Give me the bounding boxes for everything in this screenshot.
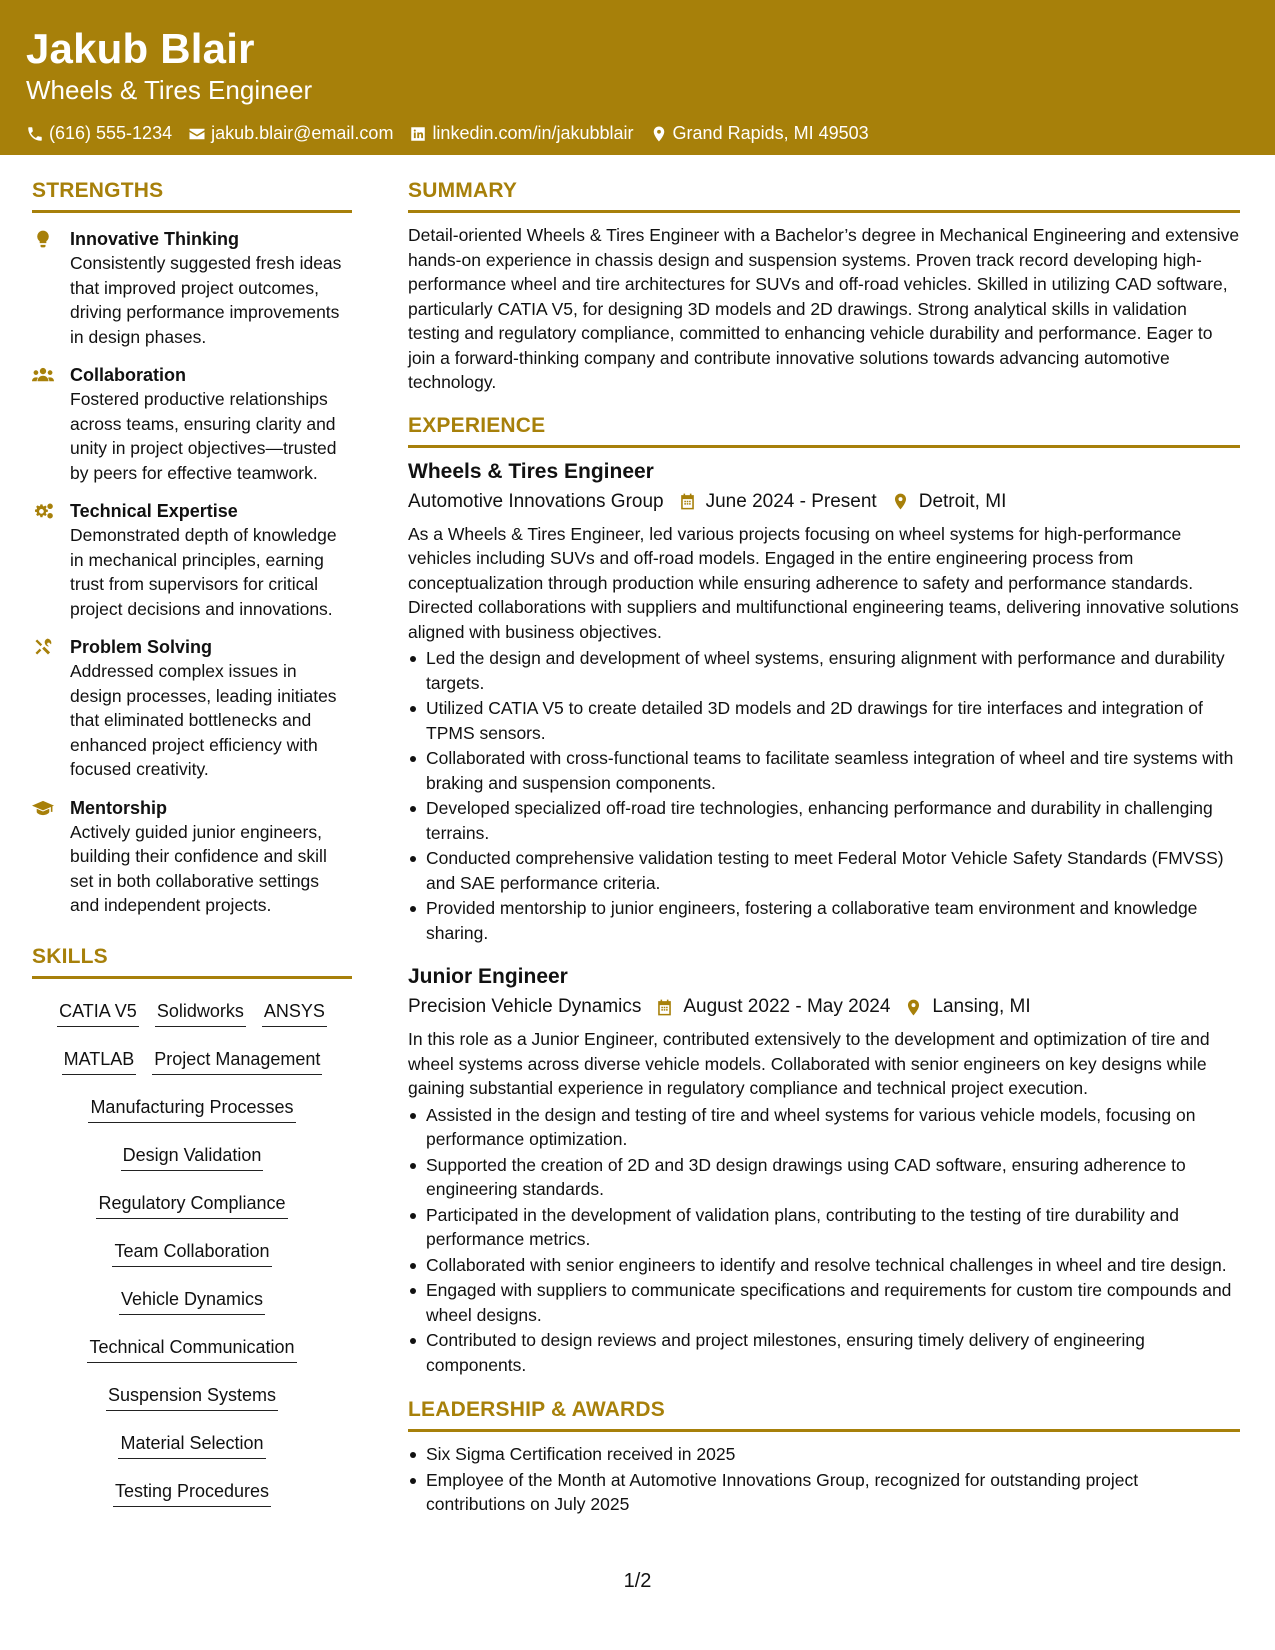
job-dates: August 2022 - May 2024: [683, 996, 891, 1017]
right-column: [408, 176, 1240, 1518]
page-number: 1/2: [623, 1570, 652, 1592]
skill-tag: Material Selection: [118, 1427, 265, 1459]
list-item: Developed specialized off-road tire technologies, enhancing performance and durability in challenging terrains.: [408, 796, 1240, 845]
left-column: [32, 176, 352, 1517]
list-item: Supported the creation of 2D and 3D design drawings using CAD software, ensuring adherence to engineering standards.: [408, 1153, 1240, 1202]
contact-phone[interactable]: [26, 123, 172, 144]
skill-tag: MATLAB: [62, 1043, 137, 1075]
strength-item: [32, 227, 352, 349]
lightbulb-icon: [32, 229, 54, 249]
skill-tag: Testing Procedures: [113, 1475, 271, 1507]
strength-description: Demonstrated depth of knowledge in mechanical principles, earning trust from supervisors for critical project decisions and innovations.: [70, 525, 337, 619]
contact-location-text: Grand Rapids, MI 49503: [672, 123, 869, 143]
leadership-section: [408, 1395, 1240, 1517]
skill-tag: Solidworks: [155, 995, 246, 1027]
job-bullets: [408, 1103, 1240, 1378]
contact-email[interactable]: [188, 123, 393, 144]
list-item: Led the design and development of wheel systems, ensuring alignment with performance and durability targets.: [408, 646, 1240, 695]
job-meta: [408, 489, 1240, 515]
strength-title: Collaboration: [70, 365, 186, 385]
strength-item: [32, 363, 352, 485]
contact-linkedin-text: linkedin.com/in/jakubblair: [432, 123, 634, 143]
list-item: Collaborated with senior engineers to identify and resolve technical challenges in wheel and tire design.: [408, 1253, 1240, 1278]
contact-linkedin[interactable]: [409, 123, 633, 144]
job-entry: [408, 458, 1240, 946]
skill-tag: Project Management: [152, 1043, 322, 1075]
skill-tag: Technical Communication: [87, 1331, 296, 1363]
strength-description: Fostered productive relationships across teams, ensuring clarity and unity in project objectives—trusted by peers for effective teamwork.: [70, 389, 337, 483]
job-meta: [408, 994, 1240, 1020]
skill-tag: Suspension Systems: [106, 1379, 278, 1411]
job-bullets: [408, 646, 1240, 945]
list-item: Assisted in the design and testing of tire and wheel systems for various vehicle models, focusing on performance optimization.: [408, 1103, 1240, 1152]
list-item: Six Sigma Certification received in 2025: [408, 1442, 1240, 1467]
job-dates: June 2024 - Present: [705, 490, 877, 512]
list-item: Employee of the Month at Automotive Innovations Group, recognized for outstanding project contributions on July 2025: [408, 1468, 1240, 1517]
resume-header: [0, 0, 1275, 155]
list-item: Collaborated with cross-functional teams to facilitate seamless integration of wheel and tire systems with braking and suspension components.: [408, 746, 1240, 795]
graduation-cap-icon: [32, 798, 54, 818]
job-company: Automotive Innovations Group: [408, 490, 664, 512]
strength-title: Mentorship: [70, 797, 167, 818]
job-location: Lansing, MI: [932, 996, 1031, 1017]
strength-description: Consistently suggested fresh ideas that improved project outcomes, driving performance improvements in design phases.: [70, 253, 342, 347]
skill-tag: CATIA V5: [57, 995, 139, 1027]
list-item: Engaged with suppliers to communicate specifications and requirements for custom tire compounds and wheel designs.: [408, 1278, 1240, 1327]
map-pin-icon: [891, 492, 910, 511]
contact-bar: [26, 123, 1249, 144]
summary-text: Detail-oriented Wheels & Tires Engineer with a Bachelor’s degree in Mechanical Engineering and extensive hands-on experience in chassis design and suspension systems. Proven track record developing high-performance wheel and tire architectures for SUVs and off-road vehicles. Skilled in utilizing CAD software, particularly CATIA V5, for designing 3D models and 2D drawings. Strong analytical skills in validation testing and regulatory compliance, committed to enhancing vehicle durability and performance. Eager to join a forward-thinking company and contribute innovative solutions towards advancing automotive technology.: [408, 225, 1240, 392]
skill-tag: Team Collaboration: [112, 1235, 271, 1267]
skill-tag: Manufacturing Processes: [88, 1091, 295, 1123]
summary-heading: SUMMARY: [408, 176, 1240, 213]
list-item: Contributed to design reviews and project milestones, ensuring timely delivery of engineering components.: [408, 1328, 1240, 1377]
leadership-heading: LEADERSHIP & AWARDS: [408, 1395, 1240, 1432]
skills-list: [32, 989, 352, 1517]
users-icon: [32, 365, 54, 385]
job-title: Junior Engineer: [408, 965, 568, 988]
calendar-icon: [655, 998, 674, 1017]
contact-email-text: jakub.blair@email.com: [211, 123, 394, 143]
skill-tag: Design Validation: [121, 1139, 264, 1171]
list-item: Utilized CATIA V5 to create detailed 3D models and 2D drawings for tire interfaces and integration of TPMS sensors.: [408, 696, 1240, 745]
contact-phone-text: (616) 555-1234: [49, 123, 173, 143]
strength-description: Actively guided junior engineers, building their confidence and skill set in both collaborative settings and independent projects.: [70, 821, 327, 915]
calendar-icon: [678, 492, 697, 511]
list-item: Participated in the development of validation plans, contributing to the testing of tire durability and performance metrics.: [408, 1203, 1240, 1252]
skill-tag: Vehicle Dynamics: [119, 1283, 265, 1315]
job-company: Precision Vehicle Dynamics: [408, 996, 642, 1017]
phone-icon: [26, 125, 44, 143]
skills-heading: SKILLS: [32, 942, 352, 979]
map-pin-icon: [904, 998, 923, 1017]
strength-description: Addressed complex issues in design processes, leading initiates that eliminated bottlenecks and enhanced project efficiency with focused creativity.: [70, 661, 337, 779]
strength-item: [32, 499, 352, 621]
strength-item: [32, 635, 352, 782]
strength-title: Innovative Thinking: [70, 229, 240, 249]
skill-tag: Regulatory Compliance: [96, 1187, 287, 1219]
list-item: Conducted comprehensive validation testing to meet Federal Motor Vehicle Safety Standards (FMVSS) and SAE performance criteria.: [408, 846, 1240, 895]
strength-title: Problem Solving: [70, 637, 213, 657]
skill-tag: ANSYS: [262, 995, 327, 1027]
map-pin-icon: [650, 125, 668, 143]
list-item: Provided mentorship to junior engineers, fostering a collaborative team environment and knowledge sharing.: [408, 896, 1240, 945]
job-title: Wheels & Tires Engineer: [408, 459, 654, 483]
job-location: Detroit, MI: [918, 490, 1007, 512]
job-entry: [408, 963, 1240, 1377]
linkedin-icon: [409, 125, 427, 143]
leadership-list: [408, 1442, 1240, 1517]
candidate-title: Wheels & Tires Engineer: [26, 75, 313, 105]
experience-heading: EXPERIENCE: [408, 411, 1240, 448]
tools-icon: [32, 637, 54, 657]
candidate-name: Jakub Blair: [26, 25, 255, 72]
contact-location: [650, 123, 869, 144]
strengths-heading: STRENGTHS: [32, 176, 352, 213]
strength-title: Technical Expertise: [70, 501, 238, 521]
gears-icon: [32, 501, 54, 521]
envelope-icon: [188, 125, 206, 143]
job-description: As a Wheels & Tires Engineer, led various projects focusing on wheel systems for high-performance vehicles including SUVs and off-road models. Engaged in the entire engineering process from conceptualization through production while ensuring adherence to safety and performance standards. Directed collaborations with suppliers and multifunctional engineering teams, delivering innovative solutions aligned with business objectives.: [408, 523, 1239, 642]
job-description: In this role as a Junior Engineer, contributed extensively to the development and optimization of tire and wheel systems across diverse vehicle models. Collaborated with senior engineers on key designs while gaining substantial experience in regulatory compliance and technical project execution.: [408, 1029, 1210, 1098]
strength-item: [32, 796, 352, 918]
